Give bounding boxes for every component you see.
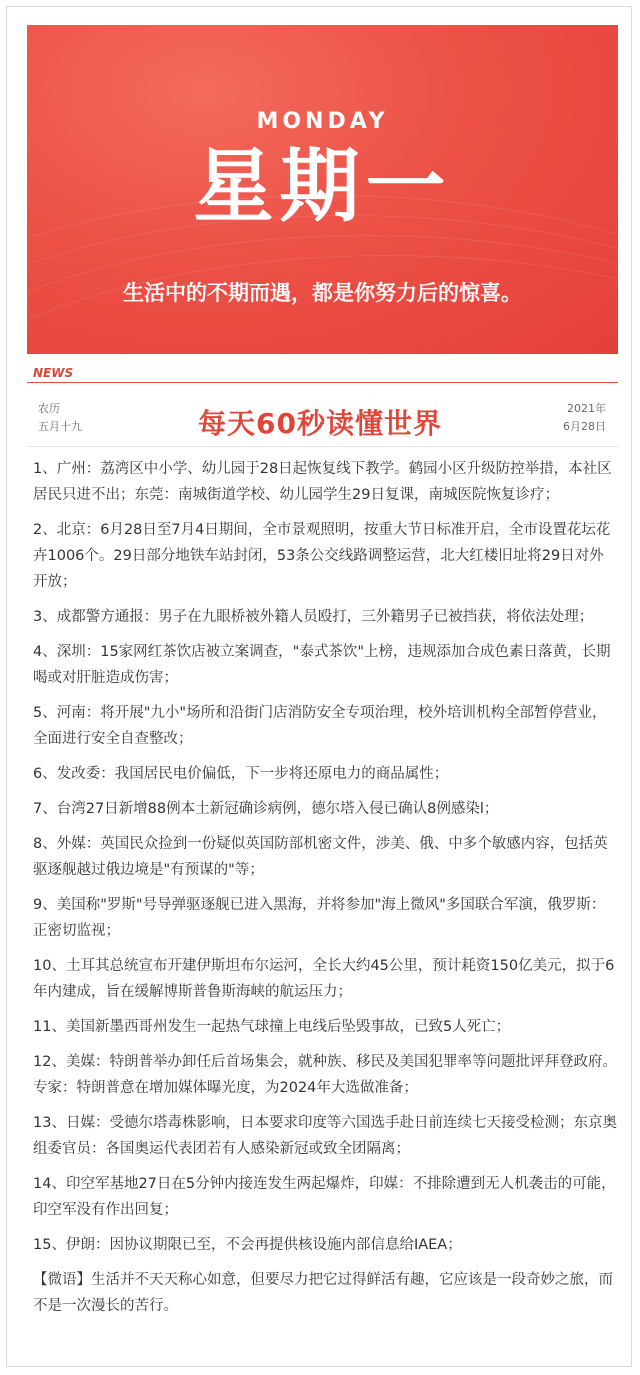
news-item: 12、美媒：特朗普举办卸任后首场集会，就种族、移民及美国犯罪率等问题批评拜登政府。专家：特朗普意在增加媒体曝光度，为2024年大选做准备； [33, 1054, 617, 1096]
date-year: 2021年 [567, 402, 606, 415]
weekday-banner [27, 25, 618, 354]
news-item: 2、北京：6月28日至7月4日期间，全市景观照明，按重大节日标准开启，全市设置花坛花卉1006个。29日部分地铁车站封闭，53条公交线路调整运营，北大红楼旧址将29日对外开放； [33, 522, 611, 590]
news-item: 6、发改委：我国居民电价偏低，下一步将还原电力的商品属性； [33, 766, 449, 782]
news-item: 3、成都警方通报：男子在九眼桥被外籍人员殴打，三外籍男子已被挡获，将依法处理； [33, 609, 594, 625]
news-tag: NEWS [33, 366, 74, 380]
news-item: 13、日媒：受德尔塔毒株影响，日本要求印度等六国选手赴日前连续七天接受检测；东京奥组委官员：各国奥运代表团若有人感染新冠或致全团隔离； [33, 1115, 617, 1157]
quote-item: 【微语】生活并不天天称心如意，但要尽力把它过得鲜活有趣，它应该是一段奇妙之旅，而不是一次漫长的苦行。 [33, 1272, 613, 1314]
news-divider [27, 382, 618, 383]
lunar-label: 农历 [38, 402, 60, 415]
date-month-day: 6月28日 [563, 420, 606, 433]
news-item: 11、美国新墨西哥州发生一起热气球撞上电线后坠毁事故，已致5人死亡； [33, 1019, 511, 1035]
banner-slogan: 生活中的不期而遇，都是你努力后的惊喜。 [123, 281, 522, 305]
header-divider [27, 446, 618, 447]
news-item: 10、土耳其总统宣布开建伊斯坦布尔运河，全长大约45公里，预计耗资150亿美元，拟于6年内建成，旨在缓解博斯普鲁斯海峡的航运压力； [33, 958, 615, 1000]
weekday-english: MONDAY [256, 109, 389, 134]
news-item: 7、台湾27日新增88例本土新冠确诊病例，德尔塔入侵已确认8例感染l； [33, 801, 499, 817]
lunar-date: 五月十九 [38, 420, 82, 433]
news-list [33, 456, 618, 1328]
news-item: 14、印空军基地27日在5分钟内接连发生两起爆炸，印媒：不排除遭到无人机袭击的可能，印空军没有作出回复； [33, 1176, 616, 1218]
news-item: 5、河南：将开展"九小"场所和沿街门店消防安全专项治理，校外培训机构全部暂停营业，全面进行安全自查整改； [33, 705, 607, 747]
news-item: 4、深圳：15家网红茶饮店被立案调查，"泰式茶饮"上榜，违规添加合成色素日落黄，长期喝或对肝脏造成伤害； [33, 644, 611, 686]
weekday-chinese: 星期一 [193, 140, 452, 233]
gregorian-date-block [563, 400, 606, 436]
news-item: 9、美国称"罗斯"号导弹驱逐舰已进入黑海，并将参加"海上微风"多国联合军演，俄罗斯：正密切监视； [33, 897, 606, 939]
news-item: 8、外媒：英国民众捡到一份疑似英国防部机密文件，涉美、俄、中多个敏感内容，包括英驱逐舰越过俄边境是"有预谋的"等； [33, 836, 608, 878]
news-item: 1、广州：荔湾区中小学、幼儿园于28日起恢复线下教学。鹤园小区升级防控举措，本社区居民只进不出；东莞：南城街道学校、幼儿园学生29日复课，南城医院恢复诊疗； [33, 461, 612, 503]
page-title: 每天60秒读懂世界 [198, 407, 442, 440]
news-item: 15、伊朗：因协议期限已至，不会再提供核设施内部信息给IAEA； [33, 1237, 462, 1253]
